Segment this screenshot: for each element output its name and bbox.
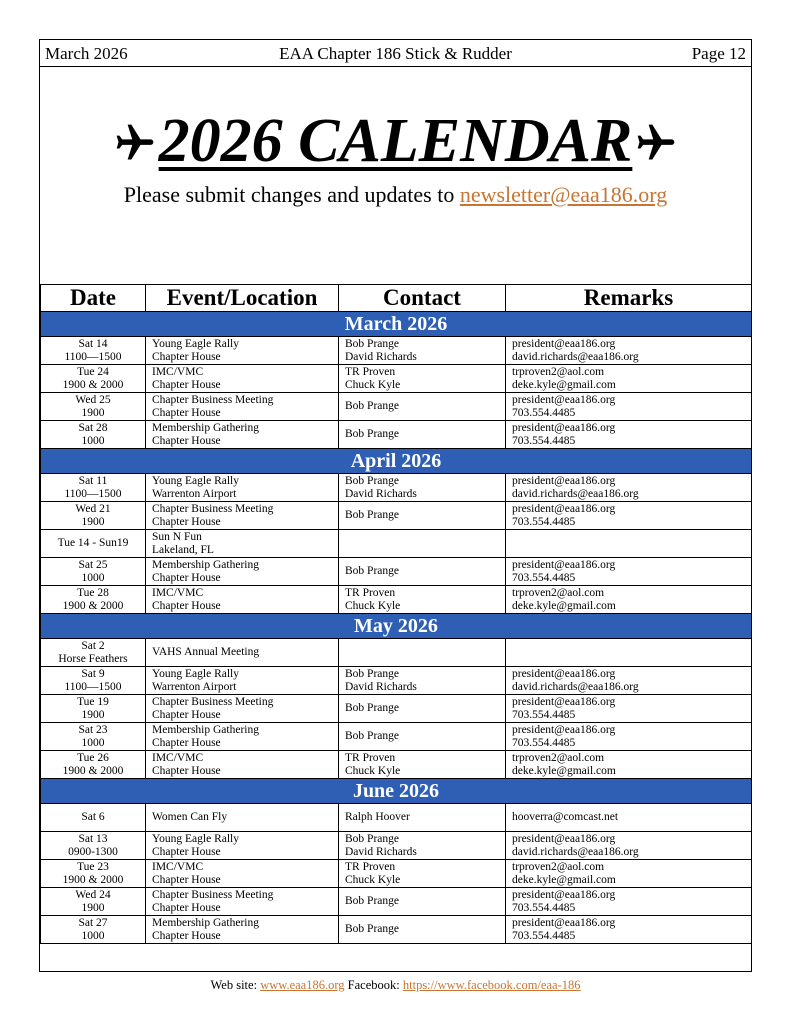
date-line: 1900 & 2000 [62, 599, 124, 612]
date-line: Tue 26 [77, 752, 109, 764]
event-cell [146, 474, 339, 502]
event-cell [146, 502, 339, 530]
table-row [41, 558, 752, 586]
remarks-line: 703.554.4485 [512, 406, 576, 419]
date-line: 1000 [81, 434, 105, 447]
remarks-cell [506, 393, 752, 421]
date-cell [41, 804, 146, 832]
date-cell [41, 393, 146, 421]
event-cell [146, 337, 339, 365]
contact-line: Bob Prange [345, 400, 399, 413]
contact-cell [339, 474, 506, 502]
website-link[interactable]: www.eaa186.org [260, 978, 345, 992]
calendar-table [40, 284, 752, 944]
date-cell [41, 639, 146, 667]
table-row [41, 916, 752, 944]
remarks-line[interactable]: president@eaa186.org [512, 668, 616, 680]
contact-line: Bob Prange [345, 565, 399, 578]
contact-cell [339, 530, 506, 558]
month-band [41, 779, 752, 804]
remarks-cell [506, 860, 752, 888]
date-line: Wed 25 [75, 394, 111, 406]
date-cell [41, 695, 146, 723]
date-line: Sat 25 [78, 559, 108, 571]
contact-cell [339, 558, 506, 586]
date-line: 1900 [81, 515, 105, 528]
date-line: 1000 [81, 571, 105, 584]
date-cell [41, 337, 146, 365]
remarks-line[interactable]: deke.kyle@gmail.com [512, 764, 616, 777]
page-title [40, 107, 751, 175]
contact-line: David Richards [345, 845, 417, 858]
airplane-icon [632, 121, 680, 165]
remarks-line[interactable]: president@eaa186.org [512, 833, 616, 845]
event-cell [146, 804, 339, 832]
contact-cell [339, 804, 506, 832]
event-cell [146, 530, 339, 558]
event-line: Chapter House [152, 929, 221, 942]
page-footer [0, 978, 791, 993]
date-line: Sat 27 [78, 917, 108, 929]
contact-line: Chuck Kyle [345, 599, 401, 612]
remarks-line[interactable]: president@eaa186.org [512, 917, 616, 929]
date-cell [41, 530, 146, 558]
table-row [41, 723, 752, 751]
table-row [41, 832, 752, 860]
remarks-line: 703.554.4485 [512, 571, 576, 584]
contact-line: David Richards [345, 487, 417, 500]
page-number: Page 12 [691, 44, 746, 63]
contact-line: Bob Prange [345, 428, 399, 441]
column-header-date: Date [41, 285, 146, 312]
event-cell [146, 558, 339, 586]
table-row [41, 530, 752, 558]
table-row [41, 667, 752, 695]
date-line: Sat 14 [78, 338, 108, 350]
table-row [41, 365, 752, 393]
date-line: Wed 24 [75, 889, 111, 901]
date-cell [41, 667, 146, 695]
event-cell [146, 365, 339, 393]
date-line: 1900 [81, 708, 105, 721]
event-cell [146, 751, 339, 779]
event-line: Chapter House [152, 571, 221, 584]
contact-cell [339, 888, 506, 916]
event-line: Chapter House [152, 378, 221, 391]
event-line: IMC/VMC [152, 861, 204, 873]
date-line: 1100—1500 [64, 680, 122, 693]
remarks-line[interactable]: president@eaa186.org [512, 559, 616, 571]
date-cell [41, 888, 146, 916]
date-line: 0900-1300 [68, 845, 118, 858]
event-line: Membership Gathering [152, 724, 259, 736]
contact-line: Bob Prange [345, 923, 399, 936]
event-line: Chapter Business Meeting [152, 394, 274, 406]
table-row [41, 586, 752, 614]
date-line: Tue 28 [77, 587, 109, 599]
remarks-line[interactable]: trproven2@aol.com [512, 587, 605, 599]
date-line: Tue 19 [77, 696, 109, 708]
remarks-cell [506, 474, 752, 502]
date-line: Horse Feathers [58, 652, 128, 665]
date-line: Tue 14 - Sun19 [57, 537, 129, 550]
contact-cell [339, 393, 506, 421]
contact-line: Bob Prange [345, 668, 399, 680]
event-line: Chapter Business Meeting [152, 889, 274, 901]
date-line: Tue 23 [77, 861, 109, 873]
contact-line: David Richards [345, 350, 417, 363]
contact-cell [339, 502, 506, 530]
date-cell [41, 751, 146, 779]
remarks-line: 703.554.4485 [512, 434, 576, 447]
date-line: 1900 [81, 901, 105, 914]
date-cell [41, 558, 146, 586]
contact-line: Chuck Kyle [345, 378, 401, 391]
date-line: 1000 [81, 929, 105, 942]
page-frame [39, 39, 752, 972]
remarks-cell [506, 530, 752, 558]
table-row [41, 393, 752, 421]
date-cell [41, 586, 146, 614]
event-line: Sun N Fun [152, 531, 202, 543]
column-header-remarks: Remarks [506, 285, 752, 312]
table-row [41, 888, 752, 916]
contact-cell [339, 365, 506, 393]
table-row [41, 421, 752, 449]
event-line: Chapter House [152, 873, 221, 886]
remarks-line[interactable]: david.richards@eaa186.org [512, 350, 639, 363]
event-cell [146, 723, 339, 751]
date-line: 1000 [81, 736, 105, 749]
table-row [41, 695, 752, 723]
event-line: IMC/VMC [152, 587, 204, 599]
contact-line: Bob Prange [345, 895, 399, 908]
date-line: 1100—1500 [64, 487, 122, 500]
contact-cell [339, 751, 506, 779]
remarks-line[interactable]: david.richards@eaa186.org [512, 487, 639, 500]
event-cell [146, 421, 339, 449]
event-line: Membership Gathering [152, 917, 259, 929]
event-line: Lakeland, FL [152, 543, 214, 556]
remarks-cell [506, 916, 752, 944]
remarks-line[interactable]: president@eaa186.org [512, 338, 616, 350]
table-row [41, 751, 752, 779]
remarks-line[interactable]: david.richards@eaa186.org [512, 845, 639, 858]
event-line: Chapter House [152, 515, 221, 528]
table-row [41, 804, 752, 832]
date-line: 1100—1500 [64, 350, 122, 363]
table-row [41, 860, 752, 888]
date-cell [41, 365, 146, 393]
remarks-line[interactable]: deke.kyle@gmail.com [512, 873, 616, 886]
remarks-line[interactable]: deke.kyle@gmail.com [512, 378, 616, 391]
event-line: Warrenton Airport [152, 680, 237, 693]
contact-cell [339, 916, 506, 944]
date-line: Sat 2 [81, 640, 105, 652]
remarks-cell [506, 832, 752, 860]
date-line: Wed 21 [75, 503, 111, 515]
date-line: Tue 24 [77, 366, 109, 378]
date-cell [41, 723, 146, 751]
contact-cell [339, 639, 506, 667]
newsletter-name: EAA Chapter 186 Stick & Rudder [279, 44, 512, 63]
newsletter-email-link[interactable]: newsletter@eaa186.org [459, 182, 668, 207]
facebook-link[interactable]: https://www.facebook.com/eaa-186 [402, 978, 581, 992]
contact-cell [339, 586, 506, 614]
table-row [41, 474, 752, 502]
date-cell [41, 916, 146, 944]
date-line: Sat 28 [78, 422, 108, 434]
event-line: Chapter Business Meeting [152, 503, 274, 515]
contact-cell [339, 860, 506, 888]
contact-line: Chuck Kyle [345, 873, 401, 886]
remarks-cell [506, 888, 752, 916]
event-line: Young Eagle Rally [152, 833, 239, 845]
date-cell [41, 832, 146, 860]
remarks-line[interactable]: trproven2@aol.com [512, 861, 605, 873]
column-header-event: Event/Location [146, 285, 339, 312]
facebook-label: Facebook: [347, 978, 400, 992]
contact-cell [339, 337, 506, 365]
remarks-line: 703.554.4485 [512, 708, 576, 721]
remarks-line[interactable]: president@eaa186.org [512, 394, 616, 406]
table-row [41, 502, 752, 530]
event-cell [146, 586, 339, 614]
event-line: Membership Gathering [152, 422, 259, 434]
remarks-cell [506, 723, 752, 751]
date-line: Sat 6 [81, 811, 105, 824]
remarks-line[interactable]: hooverra@comcast.net [512, 811, 619, 824]
contact-line: Bob Prange [345, 730, 399, 743]
date-line: Sat 11 [78, 475, 108, 487]
remarks-cell [506, 667, 752, 695]
event-line: Chapter Business Meeting [152, 696, 274, 708]
remarks-cell [506, 751, 752, 779]
date-line: 1900 [81, 406, 105, 419]
contact-line: Bob Prange [345, 509, 399, 522]
event-line: VAHS Annual Meeting [152, 646, 260, 659]
contact-line: TR Proven [345, 752, 396, 764]
remarks-cell [506, 695, 752, 723]
contact-cell [339, 667, 506, 695]
month-heading: March 2026 [41, 312, 752, 337]
event-cell [146, 860, 339, 888]
table-row [41, 337, 752, 365]
event-line: Young Eagle Rally [152, 475, 239, 487]
contact-line: Ralph Hoover [345, 811, 410, 824]
website-label: Web site: [210, 978, 258, 992]
event-cell [146, 888, 339, 916]
title-text: 2026 CALENDAR [158, 107, 633, 175]
contact-line: TR Proven [345, 366, 396, 378]
remarks-line[interactable]: president@eaa186.org [512, 889, 616, 901]
contact-line: TR Proven [345, 861, 396, 873]
event-cell [146, 832, 339, 860]
month-band [41, 614, 752, 639]
event-line: Chapter House [152, 599, 221, 612]
event-cell [146, 639, 339, 667]
remarks-cell [506, 558, 752, 586]
event-cell [146, 393, 339, 421]
month-heading: June 2026 [41, 779, 752, 804]
contact-cell [339, 723, 506, 751]
remarks-cell [506, 804, 752, 832]
month-band [41, 449, 752, 474]
contact-cell [339, 832, 506, 860]
table-row [41, 639, 752, 667]
remarks-line[interactable]: president@eaa186.org [512, 422, 616, 434]
contact-cell [339, 421, 506, 449]
contact-cell [339, 695, 506, 723]
event-line: Young Eagle Rally [152, 338, 239, 350]
date-line: Sat 13 [78, 833, 108, 845]
event-line: Chapter House [152, 736, 221, 749]
remarks-line: 703.554.4485 [512, 929, 576, 942]
event-line: Chapter House [152, 434, 221, 447]
contact-line: Bob Prange [345, 475, 399, 487]
date-cell [41, 860, 146, 888]
date-line: 1900 & 2000 [62, 764, 124, 777]
event-line: Chapter House [152, 406, 221, 419]
event-cell [146, 695, 339, 723]
remarks-line[interactable]: trproven2@aol.com [512, 366, 605, 378]
date-cell [41, 474, 146, 502]
event-line: Chapter House [152, 845, 221, 858]
remarks-cell [506, 421, 752, 449]
contact-line: David Richards [345, 680, 417, 693]
event-line: IMC/VMC [152, 366, 204, 378]
date-line: Sat 9 [81, 668, 105, 680]
remarks-cell [506, 586, 752, 614]
event-line: Young Eagle Rally [152, 668, 239, 680]
event-line: Chapter House [152, 901, 221, 914]
event-line: Chapter House [152, 764, 221, 777]
table-header-row [41, 285, 752, 312]
remarks-cell [506, 502, 752, 530]
remarks-cell [506, 337, 752, 365]
date-cell [41, 421, 146, 449]
remarks-cell [506, 639, 752, 667]
column-header-contact: Contact [339, 285, 506, 312]
month-heading: May 2026 [41, 614, 752, 639]
event-cell [146, 667, 339, 695]
date-line: Sat 23 [78, 724, 108, 736]
subtitle-text: Please submit changes and updates to [123, 182, 455, 207]
event-line: Warrenton Airport [152, 487, 237, 500]
issue-date: March 2026 [45, 44, 128, 63]
remarks-line[interactable]: president@eaa186.org [512, 696, 616, 708]
event-line: Chapter House [152, 708, 221, 721]
airplane-icon [111, 121, 159, 165]
remarks-line: 703.554.4485 [512, 515, 576, 528]
remarks-cell [506, 365, 752, 393]
remarks-line[interactable]: president@eaa186.org [512, 724, 616, 736]
event-line: Women Can Fly [152, 811, 228, 824]
month-heading: April 2026 [41, 449, 752, 474]
contact-line: TR Proven [345, 587, 396, 599]
date-cell [41, 502, 146, 530]
date-line: 1900 & 2000 [62, 378, 124, 391]
contact-line: Bob Prange [345, 702, 399, 715]
page-header [40, 40, 751, 67]
event-line: IMC/VMC [152, 752, 204, 764]
event-line: Chapter House [152, 350, 221, 363]
event-cell [146, 916, 339, 944]
contact-line: Bob Prange [345, 833, 399, 845]
remarks-line[interactable]: trproven2@aol.com [512, 752, 605, 764]
remarks-line: 703.554.4485 [512, 736, 576, 749]
remarks-line: 703.554.4485 [512, 901, 576, 914]
remarks-line[interactable]: david.richards@eaa186.org [512, 680, 639, 693]
event-line: Membership Gathering [152, 559, 259, 571]
date-line: 1900 & 2000 [62, 873, 124, 886]
remarks-line[interactable]: president@eaa186.org [512, 475, 616, 487]
remarks-line[interactable]: deke.kyle@gmail.com [512, 599, 616, 612]
contact-line: Bob Prange [345, 338, 399, 350]
remarks-line[interactable]: president@eaa186.org [512, 503, 616, 515]
month-band [41, 312, 752, 337]
subtitle [40, 182, 751, 208]
contact-line: Chuck Kyle [345, 764, 401, 777]
